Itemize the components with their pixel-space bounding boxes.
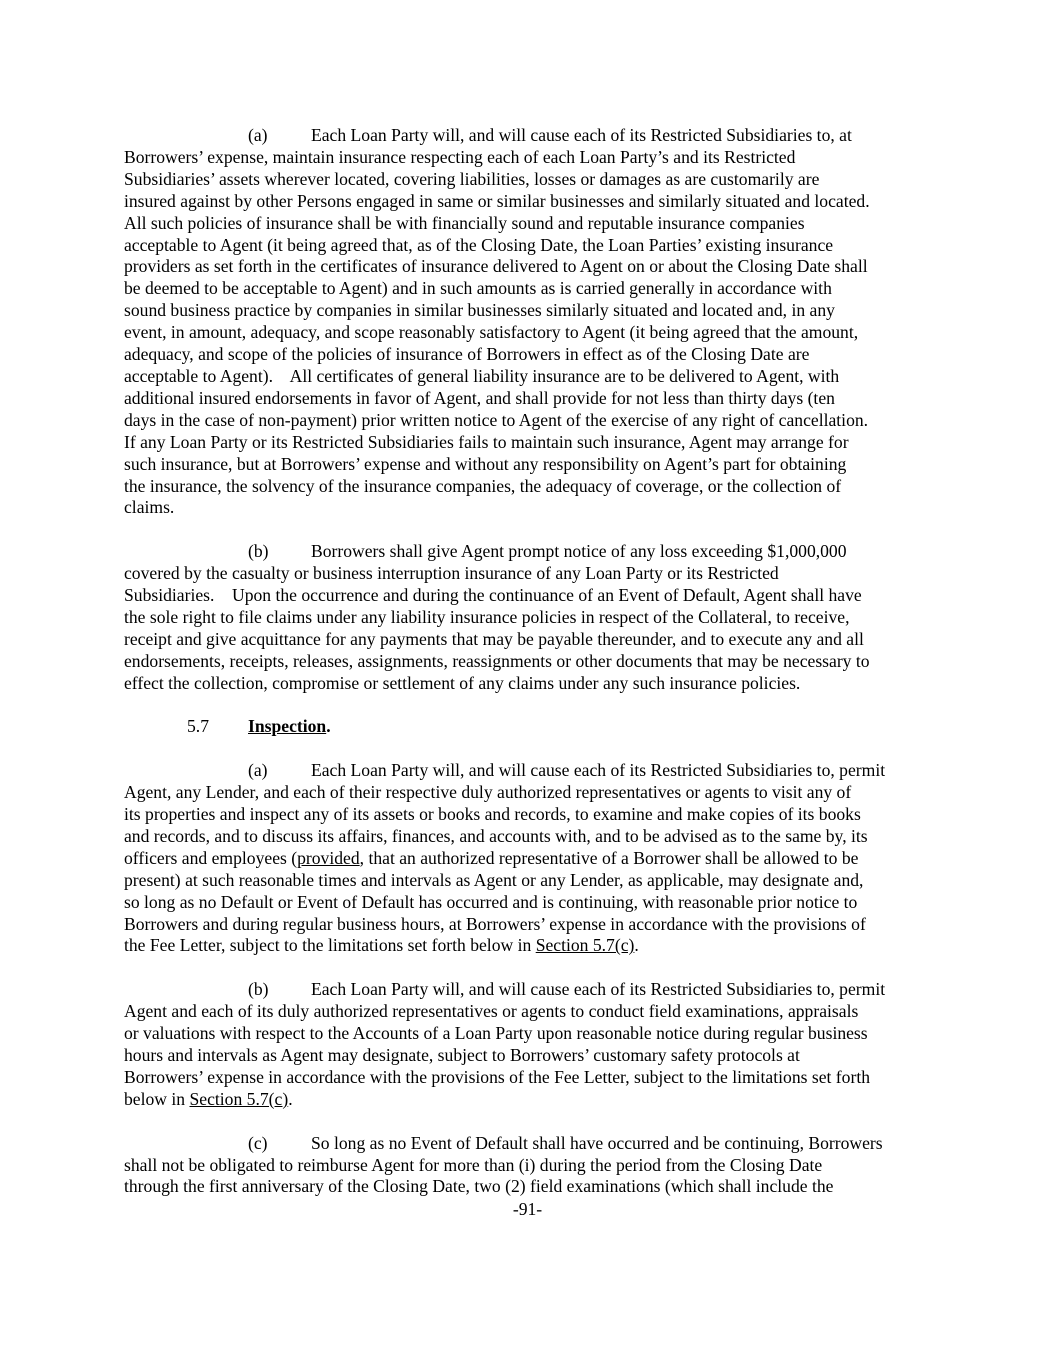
- text-line: acceptable to Agent). All certificates of general liability insurance are to be delivered to Agent, with: [124, 365, 840, 386]
- document-page: [124, 125, 939, 1198]
- paragraph-inspection-b: [124, 979, 939, 1110]
- paragraph-label: (c): [248, 1132, 268, 1153]
- text-line: shall not be obligated to reimburse Agent for more than (i) during the period from the Closing Date: [124, 1154, 823, 1175]
- text-line: (c) So long as no Event of Default shall have occurred and be continuing, Borrowers: [248, 1132, 883, 1153]
- text-line: (b) Borrowers shall give Agent prompt notice of any loss exceeding $1,000,000: [248, 541, 847, 562]
- text-line: the Fee Letter, subject to the limitations set forth below in Section 5.7(c).: [124, 935, 639, 956]
- text-line: its properties and inspect any of its assets or books and records, to examine and make copies of its books: [124, 804, 861, 825]
- text-line: Agent, any Lender, and each of their respective duly authorized representatives or agents to visit any of: [124, 782, 852, 803]
- text-line: All such policies of insurance shall be with financially sound and reputable insurance companies: [124, 212, 805, 233]
- text-line: the sole right to file claims under any liability insurance policies in respect of the Collateral, to receive,: [124, 606, 850, 627]
- section-reference-link[interactable]: Section 5.7(c): [189, 1088, 289, 1109]
- text-line: hours and intervals as Agent may designate, subject to Borrowers’ customary safety protocols at: [124, 1045, 800, 1065]
- text-line: days in the case of non-payment) prior written notice to Agent of the exercise of any right of cancellation.: [124, 409, 869, 430]
- text-line: Borrowers’ expense in accordance with the provisions of the Fee Letter, subject to the limitations set forth: [124, 1066, 870, 1087]
- text-line: Subsidiaries. Upon the occurrence and during the continuance of an Event of Default, Agent shall have: [124, 585, 862, 606]
- text-line: claims.: [124, 497, 175, 518]
- page-number: -91-: [512, 1199, 543, 1219]
- paragraph-label: (b): [248, 979, 269, 1000]
- paragraph-label: (b): [248, 541, 269, 562]
- text-line: the insurance, the solvency of the insurance companies, the adequacy of coverage, or the collection of: [124, 475, 842, 496]
- paragraph-inspection-a: [124, 760, 939, 957]
- text-line: sound business practice by companies in similar businesses similarly situated and located and, in any: [124, 300, 835, 321]
- text-line: endorsements, receipts, releases, assignments, reassignments or other documents that may be necessary to: [124, 650, 870, 671]
- text-line: Subsidiaries’ assets wherever located, covering liabilities, losses or damages as are customarily are: [124, 168, 820, 189]
- text-line: adequacy, and scope of the policies of insurance of Borrowers in effect as of the Closing Date are: [124, 344, 810, 365]
- text-line: (a) Each Loan Party will, and will cause each of its Restricted Subsidiaries to, at: [248, 125, 852, 145]
- text-line: effect the collection, compromise or settlement of any claims under any such insurance policies.: [124, 672, 801, 693]
- text-line: or valuations with respect to the Accounts of a Loan Party upon reasonable notice during regular business: [124, 1023, 868, 1044]
- text-line: If any Loan Party or its Restricted Subsidiaries fails to maintain such insurance, Agent may arrange for: [124, 431, 849, 452]
- section-number: 5.7: [187, 716, 209, 737]
- text-line: Agent and each of its duly authorized representatives or agents to conduct field examinations, appraisals: [124, 1001, 859, 1022]
- text-line: Borrowers and during regular business hours, at Borrowers’ expense in accordance with the provisions of: [124, 913, 866, 934]
- text-line: and records, and to discuss its affairs, finances, and accounts with, and to be advised as to the same by, its: [124, 825, 868, 846]
- text-line: receipt and give acquittance for any payments that may be payable thereunder, and to execute any and all: [124, 628, 864, 649]
- text-line: present) at such reasonable times and intervals as Agent or any Lender, as applicable, may designate and,: [124, 869, 864, 890]
- section-reference-link[interactable]: Section 5.7(c): [535, 935, 635, 956]
- text-line: such insurance, but at Borrowers’ expense and without any responsibility on Agent’s part for obtaining: [124, 453, 847, 474]
- text-line: (a) Each Loan Party will, and will cause each of its Restricted Subsidiaries to, permit: [248, 760, 886, 781]
- text-line: acceptable to Agent (it being agreed that, as of the Closing Date, the Loan Parties’ existing insurance: [124, 234, 834, 255]
- text-line: Borrowers’ expense, maintain insurance respecting each of each Loan Party’s and its Restricted: [124, 146, 796, 167]
- paragraph-label: (a): [248, 125, 268, 145]
- text-line: below in Section 5.7(c).: [124, 1088, 293, 1109]
- text-line: so long as no Default or Event of Default has occurred and is continuing, with reasonable prior notice to: [124, 891, 858, 912]
- text-line: be deemed to be acceptable to Agent) and in such amounts as is carried generally in accordance with: [124, 278, 832, 299]
- provided-term: provided: [297, 847, 360, 868]
- text-line: additional insured endorsements in favor of Agent, and shall provide for not less than thirty days (ten: [124, 387, 835, 408]
- text-line: event, in amount, adequacy, and scope reasonably satisfactory to Agent (it being agreed that the amount,: [124, 322, 859, 343]
- paragraph-insurance-a: [124, 125, 939, 519]
- section-title: Inspection: [248, 716, 327, 737]
- paragraph-insurance-b: [124, 541, 939, 694]
- text-line: (b) Each Loan Party will, and will cause each of its Restricted Subsidiaries to, permit: [248, 979, 886, 1000]
- paragraph-label: (a): [248, 760, 268, 781]
- paragraph-inspection-c: [124, 1133, 939, 1199]
- text-line: providers as set forth in the certificates of insurance delivered to Agent on or about the Closing Date shall: [124, 256, 868, 277]
- text-line: insured against by other Persons engaged in same or similar businesses and similarly situated and located.: [124, 190, 870, 211]
- text-line: covered by the casualty or business interruption insurance of any Loan Party or its Restricted: [124, 563, 779, 584]
- section-heading: 5.7 Inspection.: [187, 716, 331, 737]
- text-line: through the first anniversary of the Closing Date, two (2) field examinations (which shall include the: [124, 1176, 834, 1197]
- text-line: officers and employees (provided, that an authorized representative of a Borrower shall be allowed to be: [124, 847, 859, 868]
